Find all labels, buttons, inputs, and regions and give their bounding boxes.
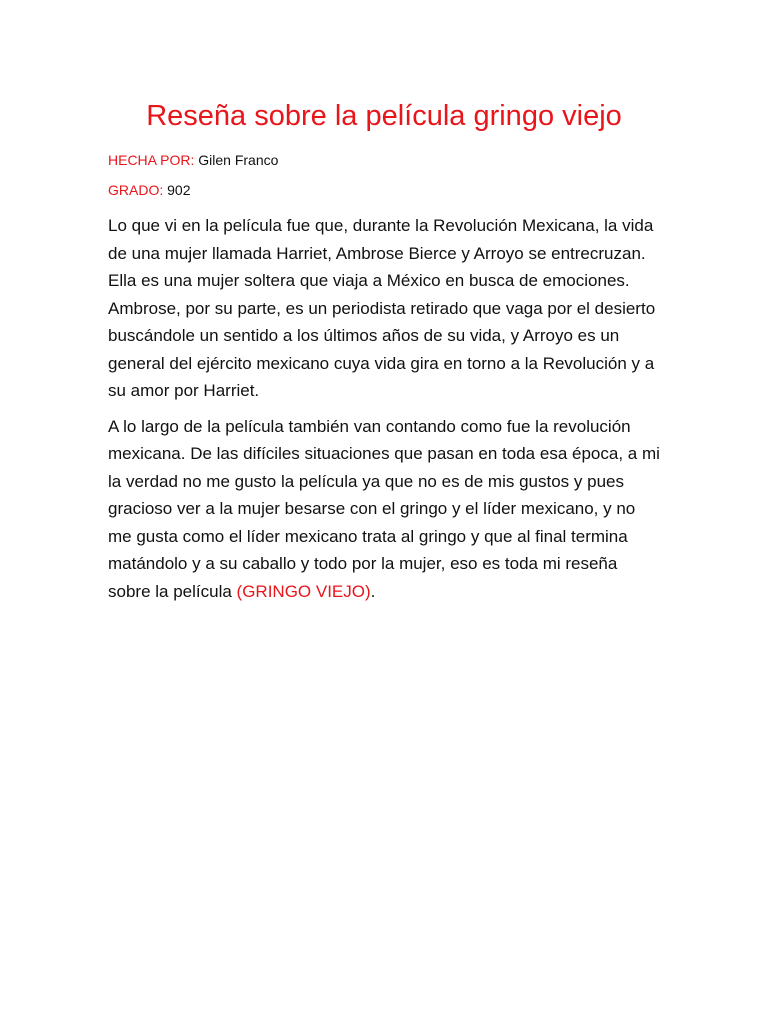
document-title: Reseña sobre la película gringo viejo [146,100,622,132]
author-name: Gilen Franco [198,152,279,168]
author-line [108,150,660,170]
film-title-highlight: (GRINGO VIEJO) [236,581,371,601]
grade-line [108,180,660,200]
paragraph-opinion [108,413,660,606]
paragraph-opinion-ending: . [370,581,376,601]
paragraph-plot-summary: Lo que vi en la película fue que, durante la Revolución Mexicana, la vida de una mujer llamada Harriet, Ambrose Bierce y Arroyo se entrecruzan. Ella es una mujer soltera que viaja a México en busca de emociones. Ambrose, por su parte, es un periodista retirado que vaga por el desierto buscándole un sentido a los últimos años de su vida, y Arroyo es un general del ejército mexicano cuya vida gira en torno a la Revolución y a su amor por Harriet. [108,216,656,400]
grade-label: GRADO: [108,182,164,198]
paragraph-opinion-text: A lo largo de la película también van contando como fue la revolución mexicana. De las difíciles situaciones que pasan en toda esa época, a mi la verdad no me gusto la película ya que no es de mis gustos y pues gracioso ver a la mujer besarse con el gringo y el líder mexicano, y no me gusta como el líder mexicano trata al gringo y que al final termina matándolo y a su caballo y todo por la mujer, eso es toda mi reseña sobre la película [108,416,660,601]
author-label: HECHA POR: [108,152,195,168]
grade-value: 902 [167,182,191,198]
